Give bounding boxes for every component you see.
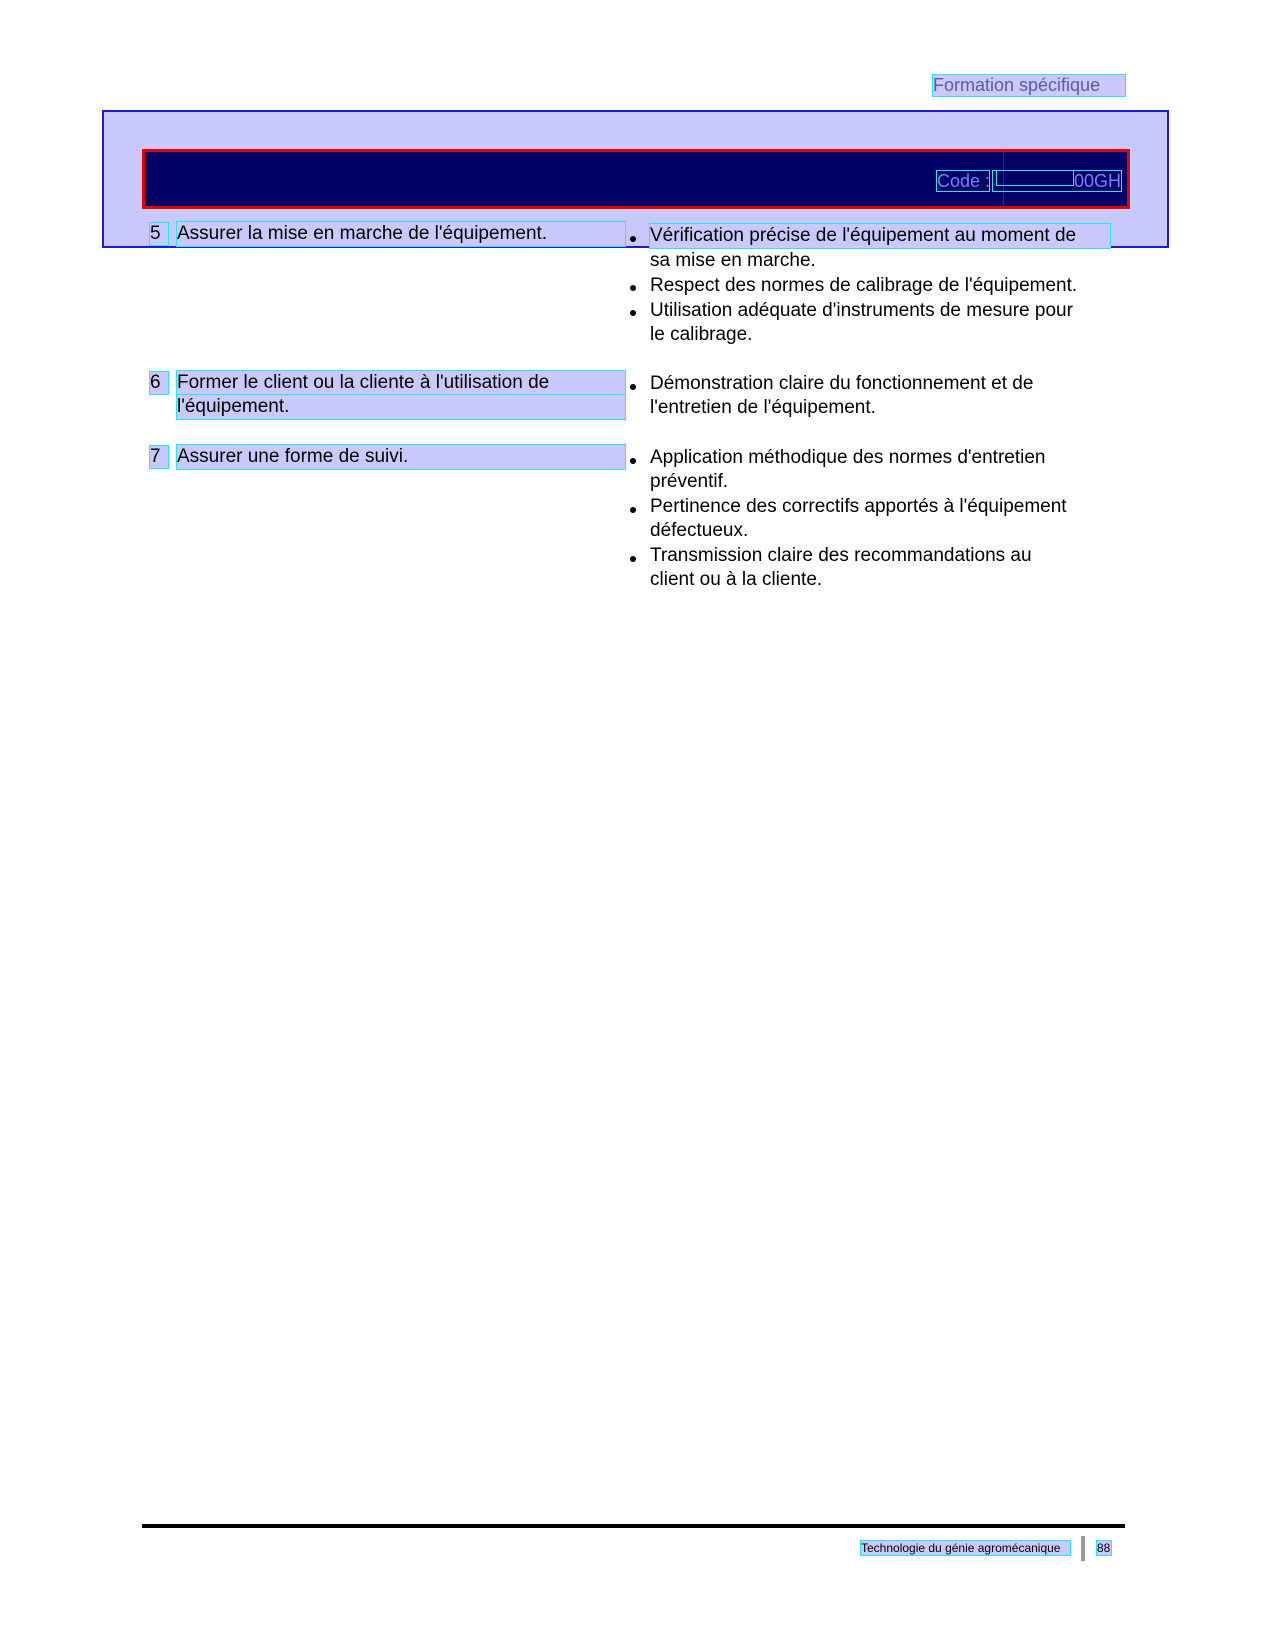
row-number: 5 [150, 223, 168, 245]
criterion-line: préventif. [650, 471, 729, 492]
criterion-line: Pertinence des correctifs apportés à l'équipement [650, 496, 1067, 517]
criterion-line: Utilisation adéquate d'instruments de mesure pour [650, 300, 1073, 321]
bullet-icon [630, 556, 636, 562]
section-title: Formation spécifique [933, 75, 1125, 96]
footer-rule [142, 1524, 1125, 1528]
criterion-line: défectueux. [650, 520, 749, 541]
competency-text: Assurer la mise en marche de l'équipement. [177, 222, 625, 246]
bullet-icon [630, 507, 636, 513]
criterion-line: Application méthodique des normes d'entretien [650, 447, 1046, 468]
criterion-line: sa mise en marche. [650, 250, 816, 271]
row-number: 7 [150, 446, 168, 468]
bullet-icon [630, 384, 636, 390]
criterion-line: Transmission claire des recommandations au [650, 545, 1032, 566]
competency-text: Former le client ou la cliente à l'utilisation de [177, 371, 625, 395]
row-number: 6 [150, 372, 168, 394]
footer-title: Technologie du génie agromécanique [861, 1541, 1070, 1555]
criterion-line: Démonstration claire du fonctionnement et de [650, 373, 1034, 394]
code-label: Code : [937, 171, 991, 191]
competency-text: l'équipement. [177, 395, 625, 419]
code-value-text: 00GH [1073, 171, 1121, 191]
footer-separator [1081, 1536, 1085, 1561]
bullet-icon [630, 285, 636, 291]
criterion-line: Vérification précise de l'équipement au moment de [650, 224, 1110, 248]
criterion-line: le calibrage. [650, 324, 753, 345]
bullet-icon [630, 458, 636, 464]
criterion-line: Respect des normes de calibrage de l'équipement. [650, 275, 1078, 296]
bullet-icon [630, 310, 636, 316]
criterion-line: l'entretien de l'équipement. [650, 397, 876, 418]
code-value [993, 171, 1121, 191]
competency-text: Assurer une forme de suivi. [177, 445, 625, 469]
page-number: 88 [1097, 1541, 1111, 1555]
criterion-line: client ou à la cliente. [650, 569, 823, 590]
bullet-icon [630, 236, 636, 242]
code-blank-field [997, 171, 1073, 185]
